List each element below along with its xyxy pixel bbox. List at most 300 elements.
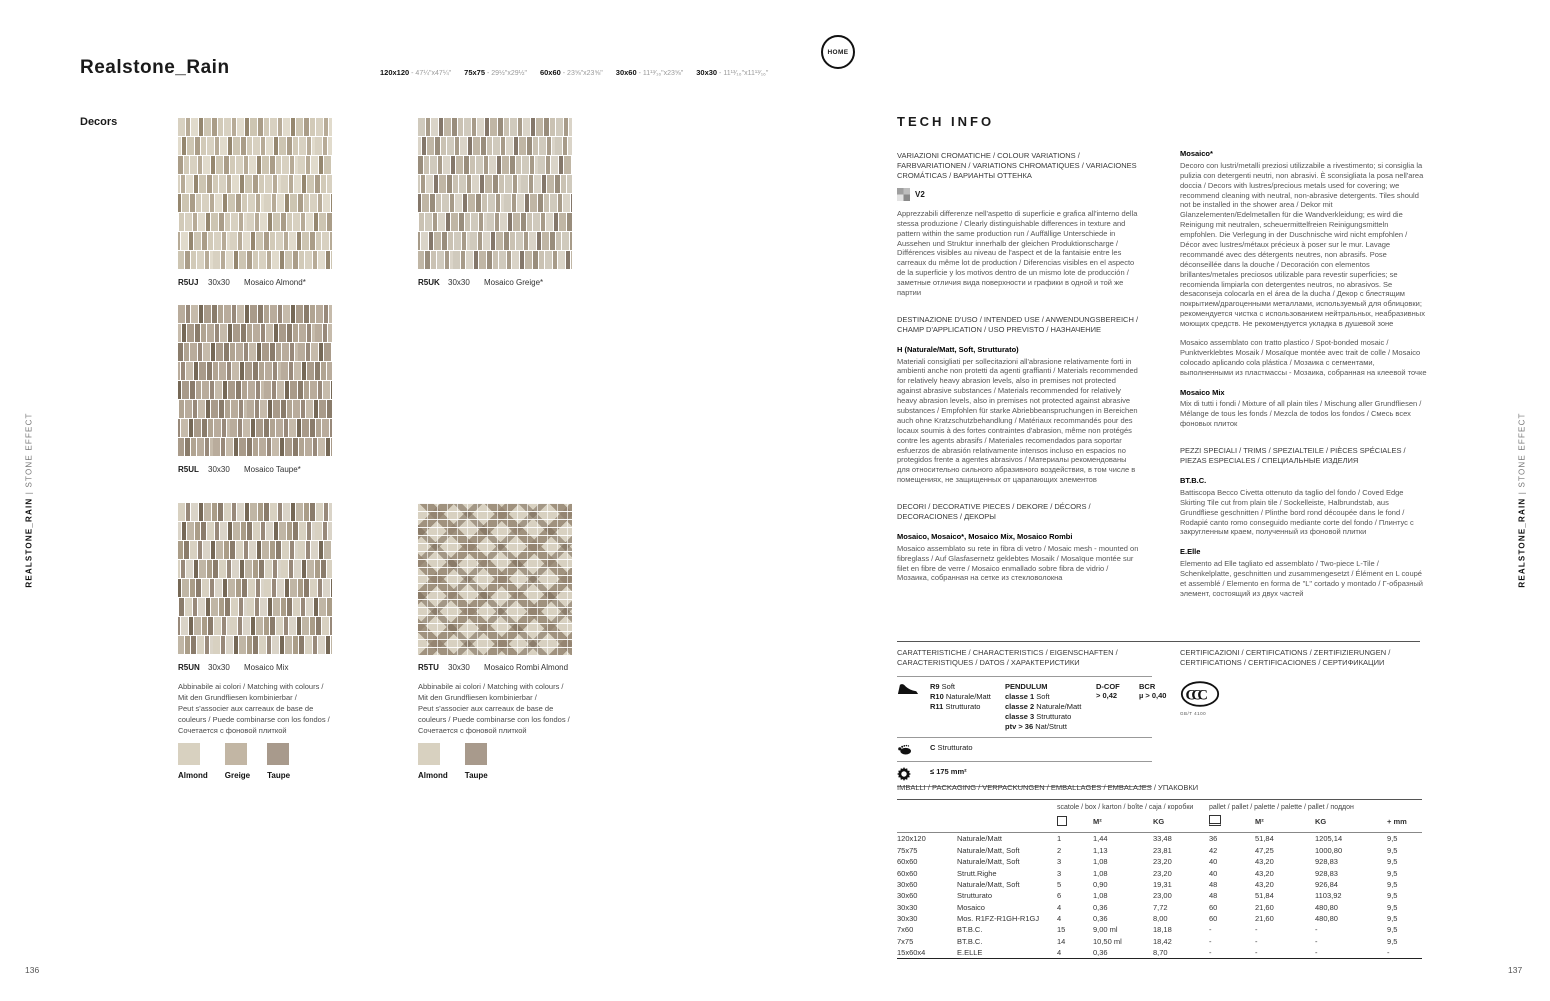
slip-resistance-row — [897, 676, 1167, 738]
tile-size: 30x30 — [208, 465, 230, 474]
table-row — [897, 924, 1422, 935]
thickness-unit: mm — [1393, 817, 1407, 827]
table-cell: 21,60 — [1255, 902, 1274, 912]
side-label-left — [25, 412, 34, 587]
table-cell: Naturale/Matt, Soft — [957, 879, 1020, 889]
pallet-m2-header: M² — [1255, 812, 1315, 833]
size-label: 120x120 — [380, 68, 410, 77]
mosaic-row — [178, 438, 332, 456]
tile-label — [418, 663, 572, 672]
section-subhead: BT.B.C. — [1180, 475, 1207, 485]
table-cell: Strutturato — [957, 891, 993, 901]
pendulum-class — [1005, 702, 1087, 712]
r-rating-code: R10 — [930, 691, 944, 701]
table-cell: 4 — [1057, 902, 1062, 912]
mosaic-row — [418, 251, 572, 269]
mosaic-row — [178, 381, 332, 399]
table-row — [897, 845, 1422, 856]
matching-text-line: Peut s'associer aux carreaux de base de — [418, 704, 554, 713]
table-cell: 9,5 — [1387, 868, 1398, 878]
table-cell: 42 — [1209, 845, 1218, 855]
tech-info-heading: TECH INFO — [897, 114, 995, 129]
table-cell: 30x60 — [897, 891, 918, 901]
section-subhead: Mosaico, Mosaico*, Mosaico Mix, Mosaico Rombi — [897, 531, 1073, 541]
table-cell: 23,81 — [1153, 845, 1172, 855]
table-cell: 9,5 — [1387, 834, 1398, 844]
table-cell: 0,36 — [1093, 947, 1153, 959]
table-cell: - — [1315, 936, 1318, 946]
pendulum-class-label: Naturale/Matt — [1034, 701, 1082, 711]
table-row — [897, 901, 1422, 912]
tile-image-mosaico-rombi — [418, 503, 572, 655]
table-cell: 48 — [1209, 891, 1218, 901]
sizes-line — [380, 68, 768, 77]
table-cell: 9,5 — [1387, 902, 1398, 912]
swatch-label: Taupe — [267, 771, 291, 780]
color-swatch — [178, 743, 208, 781]
bcr-value: µ > 0,40 — [1139, 690, 1167, 700]
packaging-title: IMBALLI / PACKAGING / VERPACKUNGEN / EMBALLAGES / EMBALAJES / УПАКОВКИ — [897, 783, 1199, 792]
table-cell: 1,13 — [1093, 845, 1108, 855]
color-swatch — [225, 743, 250, 781]
box-group-label: scatole / box / karton / boîte / caja / коробки — [1057, 800, 1209, 813]
swatch-chip — [267, 743, 289, 765]
mosaic-row — [178, 232, 332, 250]
table-row — [897, 936, 1422, 947]
matching-text-line: couleurs / Puede combinarse con los fondos / — [178, 715, 330, 724]
certifications-section — [1180, 648, 1423, 716]
table-row — [897, 890, 1422, 901]
table-cell: 3 — [1057, 857, 1062, 867]
barefoot-class: C — [930, 743, 936, 753]
section-body: Decoro con lustri/metalli preziosi utilizzabile a rivestimento; si consiglia la pulizia con detergenti neutri, non abrasivi. È sconsigliata la posa nell'area doccia / Decors with lustres/precious metals used for covering; we recommend cleaning with neutral, non-abrasive detergents. Tiles should not be installed in the shower area / Dekor mit Glanzelementen/Edelmetallen für die Wandverkleidung; es wird die Reinigung mit neutralen, scheuermittelfreien Reinigungsmitteln empfohlen. Die Verlegung in der Duschnische wird nicht empfohlen / Décor avec lustres/métaux précieux à poser sur le mur. Lavage recommandé avec des détergents neutres, non abrasifs. Pose déconseillée dans la douche / Decoración con elementos brillantes/metales preciosos utilizable para revestir superficies; se recomienda limpiarla con detergentes neutros, no abrasivos. Se desaconseja colocarla en el área de la ducha / Декор с блестящим покрытием/драгоценными металлами, используемый для облицовки; рекомендуется чистка с использованием нейтральных, неабразивных моющих средств. Не рекомендуется укладка в душевой зоне — [1180, 160, 1425, 329]
table-cell: 43,20 — [1255, 879, 1274, 889]
side-label-effect: | STONE EFFECT — [1517, 412, 1527, 498]
color-swatch — [418, 743, 448, 781]
table-cell: 18,42 — [1153, 936, 1172, 946]
table-cell: 1,08 — [1093, 891, 1108, 901]
tile-name: Mosaico Rombi Almond — [484, 663, 569, 672]
page-number-right: 137 — [1508, 965, 1523, 975]
tile-mosaico-taupe — [178, 305, 332, 474]
tile-mosaico-greige — [418, 118, 572, 287]
tile-image-mosaico-mix — [178, 503, 332, 655]
pendulum-class-label: Nat/Strutt — [1033, 722, 1067, 731]
tech-info-right-column — [1180, 149, 1427, 608]
section-body: Materiali consigliati per sollecitazioni all'abrasione relativamente forti in ambienti anche non protetti da agenti graffianti / Materials recommended for relatively heavy abrasion levels, also in premises not protected against abrasive substances / Materials recommended for relatively heavy abrasion levels, also in premises not protected against abrasive substances / Empfohlen für starke Abriebbeanspruchungen in Bereichen auch ohne Kratzschutzbehandlung / Matériaux recommandés pour des locaux soumis à des fortes contraintes d'abrasion, même non protégés contre les agents abrasifs / Materiales recomendados para soportar esfuerzos de abrasión relativamente intensos incluso en espacios no protegidos frente a agentes abrasivos / Материалы рекомендованы для относительно сильного абразивного воздействия, в том числе в помещениях, не защищенных от царапающих элементов — [897, 356, 1138, 485]
tile-label — [178, 663, 332, 672]
matching-text-line: couleurs / Puede combinarse con los fondos / — [418, 715, 570, 724]
table-cell: 2 — [1057, 845, 1062, 855]
gear-icon — [897, 767, 921, 781]
size-label: 60x60 — [539, 68, 561, 77]
pendulum-class — [1005, 712, 1087, 722]
tile-code: R5TU — [418, 663, 439, 672]
mosaic-row — [418, 156, 572, 174]
table-cell: 9,5 — [1387, 925, 1398, 935]
size-label: 30x30 — [696, 68, 718, 77]
home-button[interactable]: HOME — [821, 35, 855, 69]
table-cell: 0,36 — [1093, 902, 1108, 912]
pallet-group-label: pallet / pallet / palette / palette / pallet / поддон — [1209, 800, 1387, 813]
table-cell: 480,80 — [1315, 914, 1338, 923]
size-entry — [616, 68, 683, 77]
mosaic-row — [178, 118, 332, 136]
divider-rule — [897, 641, 1420, 642]
table-cell: 23,20 — [1153, 868, 1172, 878]
table-cell: Mosaico — [957, 902, 985, 912]
mosaic-row — [178, 419, 332, 437]
table-cell: E.ELLE — [957, 947, 1057, 959]
section-body: Mosaico assemblato su rete in fibra di vetro / Mosaic mesh - mounted on fibreglass / Auf Glasfasernetz geklebtes Mosaik / Mosaïque montée sur filet en fibre de verre / Mosaico enmallado sobre fibra de vidrio / Мозаика, собранная на сетке из стекловолокна — [897, 543, 1139, 583]
table-cell: - — [1255, 947, 1315, 959]
section-subhead: H (Naturale/Matt, Soft, Strutturato) — [897, 344, 1019, 354]
table-cell: 23,00 — [1153, 891, 1172, 901]
table-cell: - — [1315, 925, 1318, 935]
size-entry — [464, 68, 527, 77]
table-cell: 6 — [1057, 891, 1062, 901]
tile-size: 30x30 — [448, 278, 470, 287]
table-cell: 48 — [1209, 879, 1218, 889]
section-header: DESTINAZIONE D'USO / INTENDED USE / ANWENDUNGSBEREICH / CHAMP D'APPLICATION / USO PREVISTO / НАЗНАЧЕНИЕ — [897, 314, 1139, 334]
table-cell: 1 — [1057, 834, 1062, 844]
r-rating-label: Naturale/Matt — [943, 691, 991, 701]
mosaic-row — [178, 362, 332, 380]
table-row — [897, 913, 1422, 924]
size-inches: - 29½"x29½" — [485, 70, 527, 77]
tile-image-mosaico-greige — [418, 118, 572, 270]
table-cell: 75x75 — [897, 845, 918, 855]
table-cell: 30x30 — [897, 902, 918, 912]
size-inches: - 11¹³⁄₁₆"x23⅝" — [636, 70, 684, 77]
pendulum-class — [1005, 722, 1087, 732]
table-cell: 9,5 — [1387, 914, 1398, 923]
pendulum-class-label: Strutturato — [1034, 711, 1072, 721]
box-kg-header: KG — [1153, 812, 1209, 833]
bcr-rating — [1139, 682, 1179, 700]
thickness-header — [1387, 812, 1422, 833]
swatch-label: Almond — [178, 771, 208, 780]
group-header-row — [897, 800, 1422, 813]
v2-variation-icon — [897, 188, 910, 201]
tile-size: 30x30 — [208, 278, 230, 287]
section-subhead: Mosaico* — [1180, 149, 1213, 158]
table-cell: 7x75 — [897, 936, 914, 946]
tile-code: R5UJ — [178, 278, 199, 287]
swatch-label: Almond — [418, 771, 448, 780]
table-cell: 47,25 — [1255, 845, 1274, 855]
v2-label: V2 — [915, 190, 925, 200]
table-cell: 480,80 — [1315, 902, 1338, 912]
cutting-value: ≤ 175 mm² — [930, 767, 967, 777]
matching-colours-block — [178, 681, 354, 781]
table-cell: - — [1255, 936, 1258, 946]
shoe-icon — [897, 682, 921, 695]
table-cell: 7,72 — [1153, 902, 1168, 912]
tile-size: 30x30 — [208, 663, 230, 672]
certifications-title: CERTIFICAZIONI / CERTIFICATIONS / ZERTIFIZIERUNGEN / CERTIFICATIONS / CERTIFICACIONES / СЕРТИФИКАЦИИ — [1180, 648, 1391, 667]
box-m2-header: M² — [1093, 812, 1153, 833]
table-cell: Naturale/Matt — [957, 834, 1003, 844]
page-number-left: 136 — [25, 965, 40, 975]
section-header: DECORI / DECORATIVE PIECES / DEKORE / DÉCORS / DECORACIONES / ДЕКОРЫ — [897, 502, 1091, 521]
section-subhead: Mosaico Mix — [1180, 387, 1225, 397]
table-cell: 33,48 — [1153, 834, 1172, 844]
table-cell: - — [1255, 925, 1258, 935]
pendulum-ratings — [1005, 682, 1087, 733]
table-cell: 926,84 — [1315, 879, 1338, 889]
mosaic-row — [418, 232, 572, 250]
size-label: 75x75 — [464, 68, 486, 77]
mosaic-row — [178, 579, 332, 597]
table-cell: 8,00 — [1153, 914, 1168, 923]
barefoot-icon — [897, 743, 921, 756]
size-label: 30x60 — [615, 68, 637, 77]
section-header: PEZZI SPECIALI / TRIMS / SPEZIALTEILE / PIÈCES SPÉCIALES / PIEZAS ESPECIALES / СПЕЦИАЛЬНЫЕ ИЗДЕЛИЯ — [1180, 446, 1406, 466]
tile-image-mosaico-taupe — [178, 305, 332, 457]
pallet-icon — [1209, 815, 1221, 826]
bcr-label: BCR — [1139, 681, 1156, 691]
r-rating — [930, 702, 996, 712]
tile-mosaico-rombi-almond — [418, 503, 572, 672]
r-rating — [930, 692, 996, 702]
table-cell: 9,00 ml — [1093, 925, 1118, 935]
pendulum-title: PENDULUM — [1005, 681, 1048, 691]
mosaic-row — [178, 324, 332, 342]
mosaic-row — [178, 503, 332, 521]
swatch-label: Taupe — [464, 771, 488, 780]
table-cell: 19,31 — [1153, 879, 1172, 889]
pendulum-class-code: classe 3 — [1005, 711, 1035, 721]
table-cell: 43,20 — [1255, 868, 1274, 878]
tile-image-mosaico-almond — [178, 118, 332, 270]
tile-label — [178, 278, 332, 287]
table-cell: 30x30 — [897, 914, 918, 923]
table-cell: Naturale/Matt, Soft — [957, 845, 1020, 855]
table-cell: - — [1315, 947, 1387, 959]
r-ratings — [930, 682, 996, 712]
dcof-value: > 0,42 — [1096, 690, 1118, 700]
mosaic-row — [418, 175, 572, 193]
matching-text-line: Peut s'associer aux carreaux de base de — [178, 704, 314, 713]
mosaic-row — [178, 522, 332, 540]
mosaic-row — [178, 194, 332, 212]
mosaic-row — [178, 305, 332, 323]
dcof-rating — [1096, 682, 1130, 700]
size-inches: - 11¹³⁄₁₆"x11¹³⁄₁₆" — [717, 70, 769, 77]
tile-name: Mosaico Mix — [244, 663, 289, 672]
table-cell: 1000,80 — [1315, 845, 1343, 855]
table-cell: 1,08 — [1093, 868, 1108, 878]
r-rating-code: R9 — [930, 681, 940, 691]
table-cell: 60x60 — [897, 868, 918, 878]
tile-mosaico-almond — [178, 118, 332, 287]
table-cell: 9,5 — [1387, 891, 1398, 901]
mosaic-row — [418, 118, 572, 136]
table-cell: 1,08 — [1093, 857, 1108, 867]
tile-name: Mosaico Almond* — [244, 278, 306, 287]
pendulum-class-label: Soft — [1034, 691, 1050, 701]
pallet-kg-header: KG — [1315, 812, 1387, 833]
mosaic-row — [178, 598, 332, 616]
section-header: VARIAZIONI CROMATICHE / COLOUR VARIATIONS / FARBVARIATIONEN / VARIATIONS CHROMATIQUES / VARIACIONES CROMÁTICAS / ВАРИАНТЫ ОТТЕНКА — [897, 151, 1137, 180]
table-cell: BT.B.C. — [957, 936, 983, 946]
packaging-table — [897, 799, 1422, 959]
tile-code: R5UK — [418, 278, 440, 287]
tile-size: 30x30 — [448, 663, 470, 672]
table-cell: - — [1209, 947, 1255, 959]
swatch-chip — [418, 743, 440, 765]
table-cell: 120x120 — [897, 834, 926, 844]
table-cell: Mos. R1FZ-R1GH-R1GJ — [957, 914, 1040, 923]
table-cell: - — [1387, 947, 1422, 959]
matching-text — [418, 681, 594, 736]
ccc-caption: GB/T 4100 — [1180, 710, 1207, 716]
matching-text-line: Сочетается с фоновой плиткой — [178, 726, 287, 735]
tile-name: Mosaico Taupe* — [244, 465, 301, 474]
table-cell: 928,83 — [1315, 857, 1338, 867]
matching-colours-block — [418, 681, 594, 781]
section-body: Apprezzabili differenze nell'aspetto di superficie e grafica all'interno della stessa produzione / Clearly distinguishable differences in texture and pattern within the same production run / Auffällige Unterschiede in Aussehen und Struktur innerhalb der gleichen Produktionscharge / Différences visibles au niveau de l'aspect et de la fantaisie entre les carreaux du même lot de production / Diferencias visibles en el aspecto de la superficie y los motivos dentro de un mismo lote de producción / заметные отличия вида поверхности и графики в одной и той же партии — [897, 208, 1138, 297]
table-cell: 9,5 — [1387, 857, 1398, 867]
mosaic-row — [178, 617, 332, 635]
table-row — [897, 947, 1422, 959]
table-row — [897, 867, 1422, 878]
table-cell: 60x60 — [897, 857, 918, 867]
side-label-right — [1518, 412, 1527, 587]
tile-code: R5UN — [178, 663, 200, 672]
r-rating-label: Soft — [939, 681, 956, 691]
packaging-section — [897, 783, 1422, 959]
table-cell: 21,60 — [1255, 914, 1274, 923]
table-cell: 9,5 — [1387, 936, 1398, 946]
decors-heading: Decors — [80, 116, 118, 128]
table-row — [897, 879, 1422, 890]
mosaic-row — [178, 175, 332, 193]
size-entry — [380, 68, 451, 77]
table-cell: 1,44 — [1093, 834, 1108, 844]
matching-text-line: Mit den Grundfliesen kombinierbar / — [178, 693, 297, 702]
pendulum-class-code: classe 2 — [1005, 701, 1035, 711]
characteristics-section — [897, 648, 1167, 787]
mosaic-row — [178, 541, 332, 559]
table-cell: 36 — [1209, 834, 1218, 844]
section-body: Battiscopa Becco Civetta ottenuto da taglio del fondo / Coved Edge Skirting Tile cut from plain tile / Sockelleiste, Halbrundstab, aus Grundfliese geschnitten / Plinthe bord rond découpée dans le fond / Rodapié canto romo conseguido mediante corte del fondo / Плинтус с закругленным краем, полученный из фоновой плитки — [1180, 487, 1414, 537]
table-cell: 8,70 — [1153, 947, 1209, 959]
tech-info-left-column — [897, 113, 1140, 592]
table-cell: 60 — [1209, 902, 1218, 912]
table-cell: 7x60 — [897, 925, 914, 935]
section-body: Mosaico assemblato con tratto plastico / Spot-bonded mosaic / Punktverklebtes Mosaik / Mosaïque montée avec trait de colle / Mosaico colocado aplicando cola plástica / Мозаика с сегментами, выполненными из пластмассы - Мозаика, собранная на клеевой точке — [1180, 338, 1427, 377]
r-rating — [930, 682, 996, 692]
r-rating-code: R11 — [930, 701, 944, 711]
tile-name: Mosaico Greige* — [484, 278, 544, 287]
size-inches: - 23⅝"x23⅝" — [560, 70, 603, 77]
table-cell: 14 — [1057, 936, 1066, 946]
thickness-icon: + — [1387, 817, 1392, 827]
pendulum-class-code: classe 1 — [1005, 691, 1035, 701]
r-rating-label: Strutturato — [943, 701, 981, 711]
box-icon — [1057, 816, 1067, 826]
table-cell: 1103,92 — [1315, 891, 1342, 901]
table-cell: 18,18 — [1153, 925, 1172, 935]
table-cell: - — [1209, 925, 1212, 935]
mosaic-row — [418, 213, 572, 231]
table-cell: 0,90 — [1093, 879, 1108, 889]
mosaic-row — [418, 137, 572, 155]
table-cell: 5 — [1057, 879, 1062, 889]
mosaic-row — [178, 137, 332, 155]
characteristics-title: CARATTERISTICHE / CHARACTERISTICS / EIGENSCHAFTEN / CARACTERISTIQUES / DATOS / ХАРАКТЕРИСТИКИ — [897, 648, 1118, 667]
table-cell: - — [1209, 936, 1212, 946]
barefoot-label: Strutturato — [937, 743, 973, 753]
table-cell: 0,36 — [1093, 914, 1108, 923]
matching-text — [178, 681, 354, 736]
table-cell: 3 — [1057, 868, 1062, 878]
matching-text-line: Сочетается с фоновой плиткой — [418, 726, 527, 735]
table-cell: 60 — [1209, 914, 1218, 923]
table-cell: 51,84 — [1255, 834, 1274, 844]
matching-text-line: Abbinabile ai colori / Matching with colours / — [418, 682, 564, 691]
matching-text-line: Mit den Grundfliesen kombinierbar / — [418, 693, 537, 702]
table-cell: Naturale/Matt, Soft — [957, 857, 1020, 867]
mosaic-row — [178, 251, 332, 269]
page-title: Realstone_Rain — [80, 57, 230, 78]
table-cell: 9,5 — [1387, 845, 1398, 855]
table-cell: 40 — [1209, 868, 1218, 878]
side-label-series: REALSTONE_RAIN — [24, 497, 34, 588]
swatch-row — [418, 743, 594, 781]
table-cell: 4 — [1057, 947, 1093, 959]
dcof-label: D-COF — [1096, 681, 1120, 691]
table-cell: Strutt.Righe — [957, 868, 997, 878]
section-subhead: E.Elle — [1180, 547, 1201, 557]
pendulum-class — [1005, 692, 1087, 702]
table-cell: 51,84 — [1255, 891, 1274, 901]
color-swatch — [267, 743, 290, 781]
table-cell: 4 — [1057, 914, 1062, 923]
mosaic-row — [178, 213, 332, 231]
swatch-label: Greige — [224, 771, 251, 780]
table-cell: 15x60x4 — [897, 947, 957, 959]
table-cell: 23,20 — [1153, 857, 1172, 867]
section-body: Mix di tutti i fondi / Mixture of all plain tiles / Mischung aller Grundfliesen / Mélange de tous les fonds / Mezcla de todos los fondos / Смесь всех фоновых плиток — [1180, 399, 1422, 429]
table-row — [897, 833, 1422, 845]
swatch-row — [178, 743, 354, 781]
swatch-chip — [465, 743, 487, 765]
size-inches: - 47¼"x47¼" — [409, 70, 452, 77]
table-cell: 9,5 — [1387, 879, 1398, 889]
tile-label — [178, 465, 332, 474]
side-label-effect: | STONE EFFECT — [24, 412, 34, 498]
tile-code: R5UL — [178, 465, 199, 474]
size-entry — [696, 68, 768, 77]
table-cell: 43,20 — [1255, 857, 1274, 867]
mosaic-row — [178, 156, 332, 174]
mosaic-row — [178, 343, 332, 361]
mosaic-row — [178, 560, 332, 578]
table-cell: 928,83 — [1315, 868, 1338, 878]
table-cell: BT.B.C. — [957, 925, 983, 935]
matching-text-line: Abbinabile ai colori / Matching with colours / — [178, 682, 324, 691]
swatch-chip — [178, 743, 200, 765]
table-cell: 15 — [1057, 925, 1066, 935]
table-cell: 1205,14 — [1315, 834, 1343, 844]
svg-text:CCC: CCC — [1185, 686, 1204, 703]
ccc-certification-logo — [1180, 680, 1423, 710]
section-body: Elemento ad Elle tagliato ed assemblato / Two-piece L-Tile / Schenkelplatte, geschnitten und zusammengesetzt / Élément en L coupé et assemblé / Elemento en forma de "L" cortado y montado / Г-образный элемент, состоящий из двух частей — [1180, 559, 1423, 598]
swatch-chip — [225, 743, 247, 765]
